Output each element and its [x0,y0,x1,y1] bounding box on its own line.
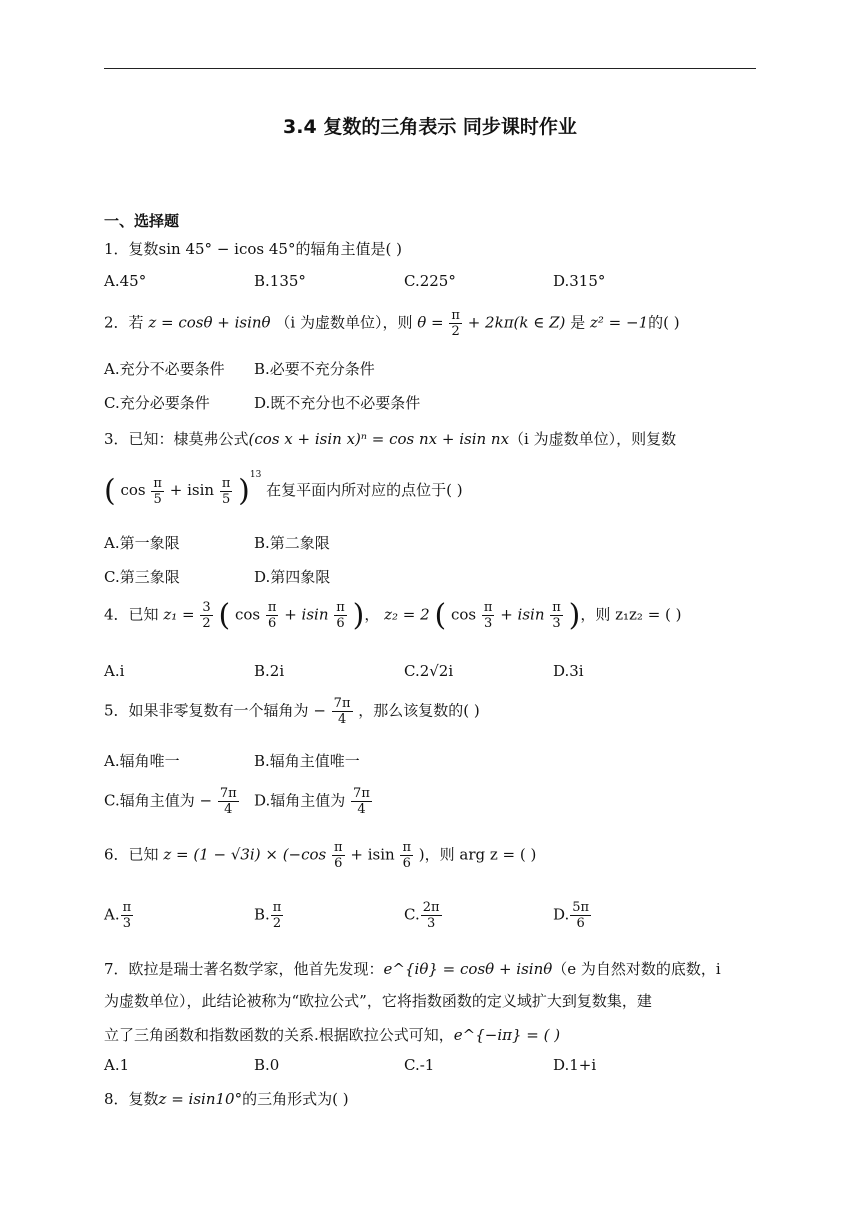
q5-option-a: A.辐角唯一 [104,752,180,770]
question-7: 7．欧拉是瑞士著名数学家，他首先发现：e^{iθ} = cosθ + isinθ（e 为自然对数的底数，i [104,960,721,978]
question-2: 2．若 z = cosθ + isinθ （i 为虚数单位），则 θ = $\frac{\pi}{2}$ + 2kπ(k ∈ Z) 是 z² = −1的( ) [104,308,680,339]
section-heading: 一、选择题 [104,212,180,230]
q2-option-b: B.必要不充分条件 [254,360,375,378]
question-7-line-3: 立了三角函数和指数函数的关系.根据欧拉公式可知，e^{−iπ} = ( ) [104,1026,561,1044]
question-8: 8．复数z = isin10°的三角形式为( ) [104,1090,349,1108]
q6-option-c: C. $\frac{2\pi}{3}$ [404,900,440,931]
q7-formula: e^{iθ} = cosθ + isinθ [383,960,553,978]
q4-fraction-4: $\frac{\pi}{3}$ [552,600,561,631]
question-3-line-2: ( cos $\frac{\pi}{5}$ + isin $\frac{\pi}{5}$ )$^{13}$ 在复平面内所对应的点位于( ) [104,470,463,509]
q6-fraction-1: $\frac{\pi}{6}$ [334,840,343,871]
q6-option-d: D. $\frac{5\pi}{6}$ [553,900,590,931]
q7-option-c: C.-1 [404,1056,435,1074]
q3-option-c: C.第三象限 [104,568,180,586]
q2-option-d: D.既不充分也不必要条件 [254,394,421,412]
q4-option-d: D.3i [553,662,584,680]
q4-fraction-1: $\frac{\pi}{6}$ [267,600,277,631]
question-3: 3．已知：棣莫弗公式(cos x + isin x)ⁿ = cos nx + isin nx（i 为虚数单位），则复数 [104,430,677,448]
q4-option-a: A.i [104,662,125,680]
q1-option-d: D.315° [553,272,606,290]
q5-option-d: D.辐角主值为 $\frac{7\pi}{4}$ [254,786,370,817]
q2-option-a: A.充分不必要条件 [104,360,225,378]
question-5: 5．如果非零复数有一个辐角为 − $\frac{7\pi}{4}$ ，那么该复数的( ) [104,696,480,727]
question-6: 6．已知 z = (1 − √3i) × (−cos $\frac{\pi}{6}$ + isin $\frac{\pi}{6}$ )，则 arg z = ( ) [104,840,537,871]
q3-option-b: B.第二象限 [254,534,330,552]
q6-fraction-2: $\frac{\pi}{6}$ [402,840,411,871]
q4-option-b: B.2i [254,662,285,680]
q4-fraction-2: $\frac{\pi}{6}$ [336,600,345,631]
q2-fraction: $\frac{\pi}{2}$ [451,308,460,339]
q1-expr: sin 45° − icos 45° [158,240,296,258]
q7-option-b: B.0 [254,1056,280,1074]
q1-option-a: A.45° [104,272,147,290]
q1-option-c: C.225° [404,272,456,290]
q4-option-c: C.2√2i [404,662,454,680]
q1-option-b: B.135° [254,272,306,290]
q6-option-a: A. $\frac{\pi}{3}$ [104,900,132,931]
q4-fraction-3: $\frac{\pi}{3}$ [483,600,493,631]
q2-option-c: C.充分必要条件 [104,394,210,412]
page-title: 3.4 复数的三角表示 同步课时作业 [283,116,577,138]
q6-option-b: B. $\frac{\pi}{2}$ [254,900,282,931]
q5-option-c: C.辐角主值为 − $\frac{7\pi}{4}$ [104,786,237,817]
q3-option-d: D.第四象限 [254,568,331,586]
header-rule [104,68,756,69]
question-7-line-2: 为虚数单位），此结论被称为“欧拉公式”，它将指数函数的定义域扩大到复数集，建 [104,992,652,1010]
q5-option-b: B.辐角主值唯一 [254,752,360,770]
q3-fraction-2: $\frac{\pi}{5}$ [221,475,231,507]
q3-option-a: A.第一象限 [104,534,180,552]
q7-option-a: A.1 [104,1056,130,1074]
q4-fraction-coef: $\frac{3}{2}$ [202,600,211,631]
q7-option-d: D.1+i [553,1056,597,1074]
q3-fraction-1: $\frac{\pi}{5}$ [153,475,162,507]
q5-fraction: $\frac{7\pi}{4}$ [333,696,351,727]
question-1: 1．复数sin 45° − icos 45°的辐角主值是( ) [104,240,402,258]
q3-formula: (cos x + isin x)ⁿ = cos nx + isin nx [248,430,510,448]
question-4: 4．已知 z₁ = $\frac{3}{2}$ ( cos $\frac{\pi}{6}$ + isin $\frac{\pi}{6}$ )， z₂ = 2 ( cos $\frac{\pi}{3}$ + isin $\frac{\pi}{3}$ )，则 z₁z₂ = ( ) [104,598,682,633]
